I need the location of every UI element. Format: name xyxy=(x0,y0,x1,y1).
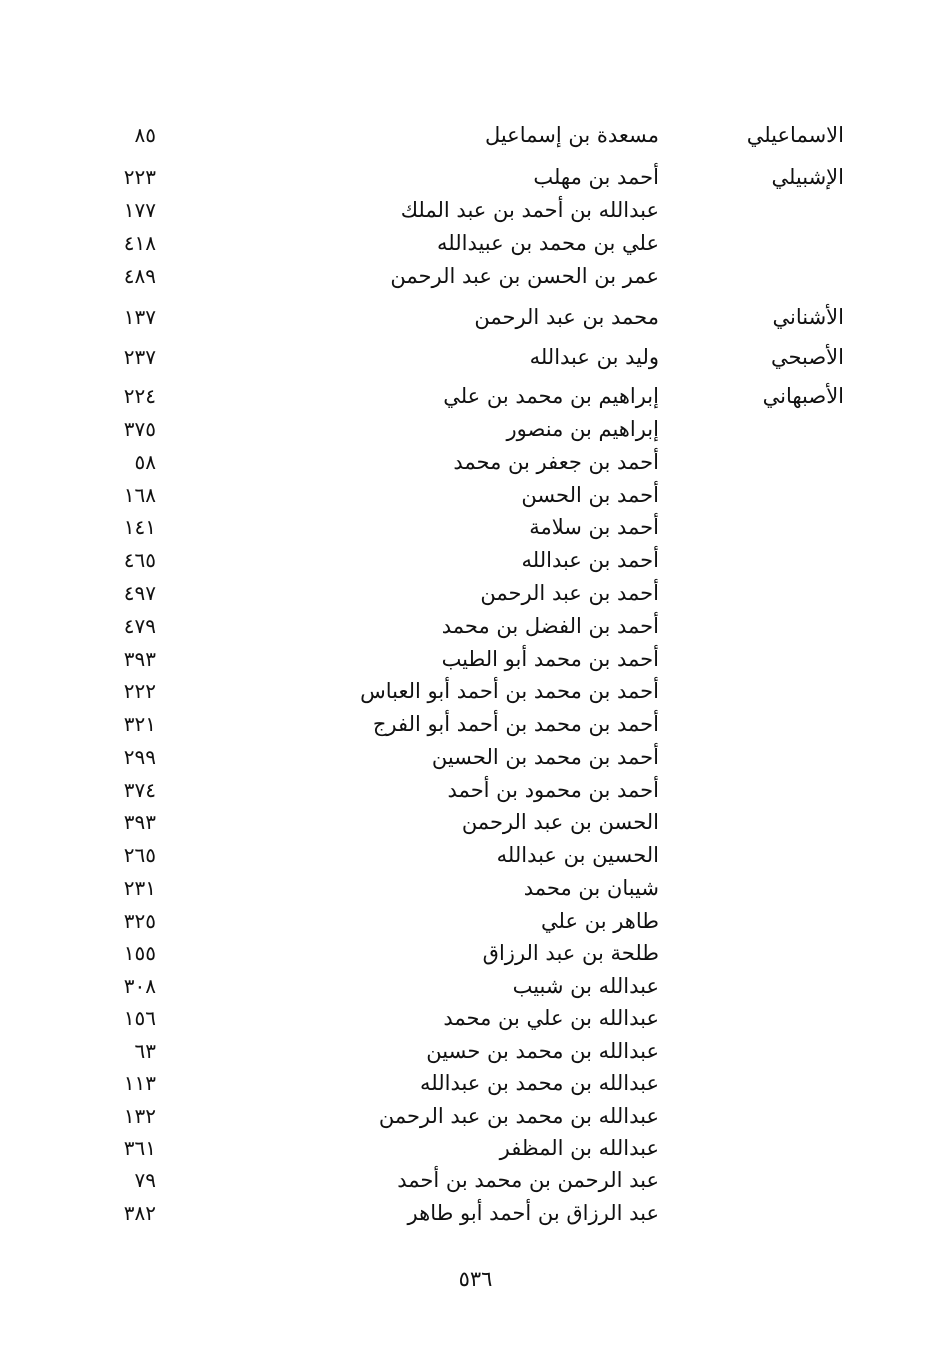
index-entry xyxy=(0,840,951,872)
entry-page-number: ٤٧٩ xyxy=(123,614,156,638)
entry-page-number: ٣٧٥ xyxy=(123,417,156,441)
entry-name: عبدالله بن المظفر xyxy=(499,1136,659,1160)
entry-page-number: ٢٢٤ xyxy=(123,384,156,408)
entry-name: أحمد بن الفضل بن محمد xyxy=(441,614,659,638)
index-entry xyxy=(0,1068,951,1100)
entry-page-number: ٣٨٢ xyxy=(123,1201,156,1225)
entry-page-number: ٤٨٩ xyxy=(123,264,156,288)
entry-name: عبدالله بن محمد بن عبدالله xyxy=(420,1071,659,1095)
index-entry xyxy=(0,906,951,938)
entry-name: الحسين بن عبدالله xyxy=(496,843,659,867)
entry-name: أحمد بن عبد الرحمن xyxy=(480,581,659,605)
entry-page-number: ١٥٦ xyxy=(123,1006,156,1030)
entry-page-number: ١٤١ xyxy=(123,515,156,539)
entry-page-number: ١٥٥ xyxy=(123,941,156,965)
entry-page-number: ٢٢٣ xyxy=(123,165,156,189)
index-entry xyxy=(0,162,951,194)
index-entry xyxy=(0,1133,951,1165)
entry-nisba: الأشناني xyxy=(772,305,844,329)
entry-page-number: ٣٢١ xyxy=(123,712,156,736)
index-entry xyxy=(0,414,951,446)
index-entry xyxy=(0,1036,951,1068)
index-entry xyxy=(0,302,951,334)
entry-page-number: ٤١٨ xyxy=(123,231,156,255)
entry-name: وليد بن عبدالله xyxy=(529,345,659,369)
entry-page-number: ٣٦١ xyxy=(123,1136,156,1160)
index-entry xyxy=(0,742,951,774)
entry-page-number: ٣٩٣ xyxy=(123,810,156,834)
entry-name: طاهر بن علي xyxy=(541,909,659,933)
index-entry xyxy=(0,480,951,512)
entry-name: إبراهيم بن محمد بن علي xyxy=(443,384,659,408)
entry-name: عبدالله بن محمد بن حسين xyxy=(426,1039,659,1063)
entry-name: أحمد بن محمد أبو الطيب xyxy=(441,647,659,671)
entry-name: مسعدة بن إسماعيل xyxy=(484,123,659,147)
entry-page-number: ٣٩٣ xyxy=(123,647,156,671)
entry-name: أحمد بن محمود بن أحمد xyxy=(447,778,659,802)
entry-page-number: ٣٧٤ xyxy=(123,778,156,802)
entry-page-number: ١٧٧ xyxy=(123,198,156,222)
entry-page-number: ١١٣ xyxy=(123,1071,156,1095)
index-entry xyxy=(0,1003,951,1035)
entry-name: الحسن بن عبد الرحمن xyxy=(461,810,659,834)
entry-page-number: ٧٩ xyxy=(134,1168,156,1192)
entry-name: طلحة بن عبد الرزاق xyxy=(482,941,659,965)
entry-name: عبد الرزاق بن أحمد أبو طاهر xyxy=(407,1201,659,1225)
entry-nisba: الأصبحي xyxy=(770,345,844,369)
entry-name: إبراهيم بن منصور xyxy=(506,417,659,441)
index-entry xyxy=(0,709,951,741)
entry-name: محمد بن عبد الرحمن xyxy=(474,305,659,329)
entry-name: أحمد بن محمد بن أحمد أبو العباس xyxy=(360,679,659,703)
index-entry xyxy=(0,545,951,577)
entry-page-number: ٢٩٩ xyxy=(123,745,156,769)
entry-name: أحمد بن محمد بن أحمد أبو الفرج xyxy=(372,712,659,736)
entry-name: أحمد بن عبدالله xyxy=(521,548,659,572)
entry-page-number: ٢٢٢ xyxy=(123,679,156,703)
entry-page-number: ٣٢٥ xyxy=(123,909,156,933)
entry-page-number: ٣٠٨ xyxy=(123,974,156,998)
entry-page-number: ٨٥ xyxy=(134,123,156,147)
entry-nisba: الاسماعيلي xyxy=(746,123,844,147)
entry-name: أحمد بن جعفر بن محمد xyxy=(453,450,659,474)
entry-name: عبد الرحمن بن محمد بن أحمد xyxy=(397,1168,659,1192)
index-entry xyxy=(0,381,951,413)
entry-name: عبدالله بن علي بن محمد xyxy=(443,1006,659,1030)
entry-page-number: ٥٨ xyxy=(134,450,156,474)
entry-page-number: ١٦٨ xyxy=(123,483,156,507)
entry-nisba: الإشبيلي xyxy=(771,165,844,189)
entry-nisba: الأصبهاني xyxy=(762,384,844,408)
entry-name: أحمد بن محمد بن الحسين xyxy=(431,745,659,769)
entry-name: شيبان بن محمد xyxy=(523,876,659,900)
index-entry xyxy=(0,120,951,152)
entry-name: عبدالله بن محمد بن عبد الرحمن xyxy=(378,1104,659,1128)
index-entry xyxy=(0,775,951,807)
entry-page-number: ٢٣٧ xyxy=(123,345,156,369)
index-entry xyxy=(0,676,951,708)
index-entry xyxy=(0,938,951,970)
index-entry xyxy=(0,1198,951,1230)
index-entry xyxy=(0,873,951,905)
entry-page-number: ١٣٧ xyxy=(123,305,156,329)
entry-name: أحمد بن سلامة xyxy=(529,515,659,539)
entry-page-number: ٦٣ xyxy=(134,1039,156,1063)
entry-name: عبدالله بن أحمد بن عبد الملك xyxy=(400,198,659,222)
entry-page-number: ١٣٢ xyxy=(123,1104,156,1128)
entry-name: عمر بن الحسن بن عبد الرحمن xyxy=(390,264,659,288)
entry-name: أحمد بن الحسن xyxy=(521,483,659,507)
index-entry xyxy=(0,261,951,293)
index-entry xyxy=(0,195,951,227)
index-entry xyxy=(0,512,951,544)
entry-page-number: ٤٩٧ xyxy=(123,581,156,605)
index-entry xyxy=(0,1101,951,1133)
index-entry xyxy=(0,578,951,610)
index-entry xyxy=(0,644,951,676)
entry-name: أحمد بن مهلب xyxy=(533,165,659,189)
entry-name: عبدالله بن شبيب xyxy=(512,974,659,998)
index-entry xyxy=(0,971,951,1003)
entry-page-number: ٢٦٥ xyxy=(123,843,156,867)
index-entry xyxy=(0,807,951,839)
index-entry xyxy=(0,1165,951,1197)
entry-page-number: ٤٦٥ xyxy=(123,548,156,572)
page-number: ٥٣٦ xyxy=(458,1267,493,1291)
entry-page-number: ٢٣١ xyxy=(123,876,156,900)
index-entry xyxy=(0,447,951,479)
entry-name: علي بن محمد بن عبيدالله xyxy=(437,231,659,255)
index-entry xyxy=(0,228,951,260)
index-entry xyxy=(0,342,951,374)
index-entry xyxy=(0,611,951,643)
